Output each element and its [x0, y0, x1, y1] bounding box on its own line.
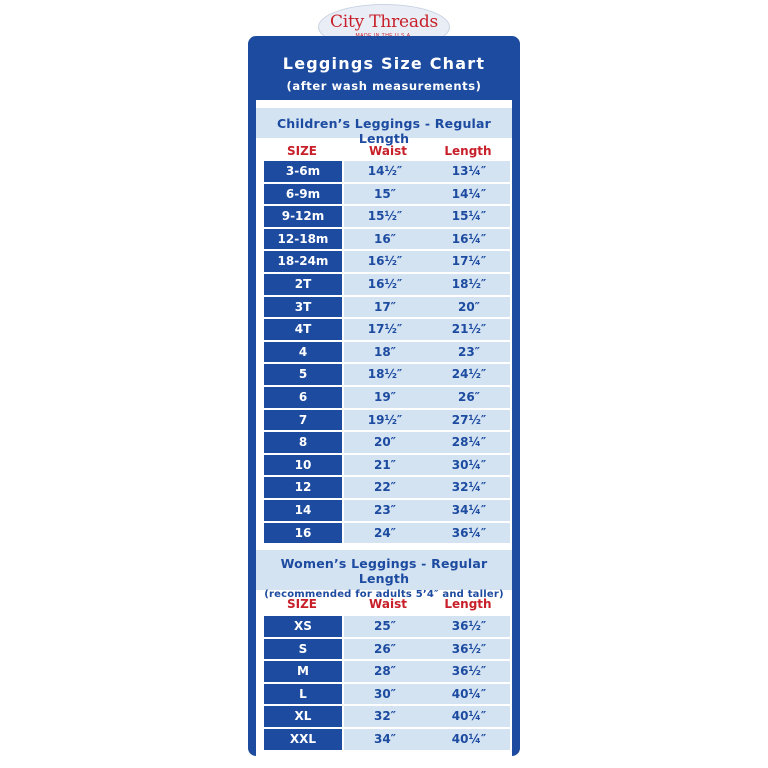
waist-cell: 16″	[373, 231, 397, 246]
measurement-cells	[344, 455, 510, 476]
table-row	[256, 386, 512, 409]
waist-cell: 16½″	[367, 254, 403, 269]
chart-header	[248, 36, 520, 100]
measurement-cells	[344, 184, 510, 205]
women-size-table	[256, 615, 512, 751]
waist-cell: 18½″	[367, 367, 403, 382]
table-row	[256, 250, 512, 273]
table-row	[256, 728, 512, 751]
waist-cell: 25″	[373, 619, 397, 633]
measurement-cells	[344, 706, 510, 727]
size-cell: 6-9m	[264, 184, 342, 205]
table-row	[256, 638, 512, 661]
measurement-cells	[344, 729, 510, 750]
size-cell: 3-6m	[264, 161, 342, 182]
women-col-waist: Waist	[369, 597, 407, 611]
table-row	[256, 615, 512, 638]
waist-cell: 34″	[373, 731, 397, 746]
length-cell: 15¼″	[451, 209, 487, 224]
waist-cell: 30″	[373, 686, 397, 701]
size-cell: 10	[264, 455, 342, 476]
table-row	[256, 454, 512, 477]
length-cell: 30¼″	[451, 457, 487, 472]
measurement-cells	[344, 387, 510, 408]
table-row	[256, 705, 512, 728]
women-heading-text: Women’s Leggings - Regular Length	[280, 556, 488, 586]
table-row	[256, 409, 512, 432]
length-cell: 32¼″	[451, 480, 487, 495]
measurement-cells	[344, 639, 510, 660]
table-row	[256, 183, 512, 206]
table-row	[256, 205, 512, 228]
measurement-cells	[344, 477, 510, 498]
size-cell: XS	[264, 616, 342, 637]
waist-cell: 26″	[373, 641, 397, 656]
chart-subtitle: (after wash measurements)	[286, 79, 482, 93]
length-cell: 40¼″	[451, 731, 487, 746]
waist-cell: 17″	[373, 299, 397, 314]
size-cell: 14	[264, 500, 342, 521]
length-cell: 36½″	[451, 619, 487, 633]
measurement-cells	[344, 297, 510, 318]
length-cell: 23″	[457, 344, 481, 359]
size-cell: XXL	[264, 729, 342, 750]
size-cell: S	[264, 639, 342, 660]
children-col-waist: Waist	[369, 144, 407, 158]
length-cell: 18½″	[451, 276, 487, 291]
size-cell: 18-24m	[264, 251, 342, 272]
size-cell: 5	[264, 364, 342, 385]
women-col-length: Length	[444, 597, 492, 611]
waist-cell: 23″	[373, 502, 397, 517]
length-cell: 36¼″	[451, 525, 487, 540]
waist-cell: 15″	[373, 186, 397, 201]
size-chart-card	[248, 36, 520, 756]
table-row	[256, 341, 512, 364]
size-cell: 4	[264, 342, 342, 363]
waist-cell: 28″	[373, 664, 397, 679]
measurement-cells	[344, 364, 510, 385]
measurement-cells	[344, 410, 510, 431]
size-cell: 6	[264, 387, 342, 408]
length-cell: 26″	[457, 389, 481, 404]
measurement-cells	[344, 229, 510, 250]
measurement-cells	[344, 432, 510, 453]
length-cell: 21½″	[451, 322, 487, 337]
size-cell: XL	[264, 706, 342, 727]
size-cell: 16	[264, 523, 342, 544]
length-cell: 20″	[457, 299, 481, 314]
measurement-cells	[344, 274, 510, 295]
children-heading-text: Children’s Leggings - Regular Length	[276, 116, 492, 146]
logo-name: City Threads	[329, 12, 439, 32]
women-section-heading	[256, 550, 512, 600]
size-cell: L	[264, 684, 342, 705]
size-cell: M	[264, 661, 342, 682]
waist-cell: 24″	[373, 525, 397, 540]
measurement-cells	[344, 684, 510, 705]
children-col-length: Length	[444, 144, 492, 158]
size-cell: 12	[264, 477, 342, 498]
length-cell: 40¼″	[451, 686, 487, 701]
waist-cell: 18″	[373, 344, 397, 359]
size-cell: 8	[264, 432, 342, 453]
waist-cell: 22″	[373, 480, 397, 495]
measurement-cells	[344, 319, 510, 340]
table-row	[256, 296, 512, 319]
chart-title: Leggings Size Chart	[282, 54, 486, 73]
measurement-cells	[344, 161, 510, 182]
table-row	[256, 476, 512, 499]
measurement-cells	[344, 251, 510, 272]
waist-cell: 15½″	[367, 209, 403, 224]
table-row	[256, 522, 512, 545]
table-row	[256, 273, 512, 296]
children-col-size: SIZE	[286, 144, 317, 158]
waist-cell: 19″	[373, 389, 397, 404]
waist-cell: 16½″	[367, 276, 403, 291]
chart-body	[256, 100, 512, 756]
waist-cell: 19½″	[367, 412, 403, 427]
children-size-table	[256, 160, 512, 544]
size-cell: 9-12m	[264, 206, 342, 227]
children-section-heading	[256, 108, 512, 146]
length-cell: 27½″	[451, 412, 487, 427]
size-cell: 7	[264, 410, 342, 431]
waist-cell: 21″	[373, 457, 397, 472]
length-cell: 24½″	[451, 367, 487, 382]
women-col-size: SIZE	[286, 597, 317, 611]
table-row	[256, 363, 512, 386]
table-row	[256, 683, 512, 706]
length-cell: 16¼″	[451, 231, 487, 246]
measurement-cells	[344, 523, 510, 544]
measurement-cells	[344, 616, 510, 637]
children-column-headers	[256, 140, 512, 162]
table-row	[256, 228, 512, 251]
length-cell: 36½″	[451, 664, 487, 679]
size-cell: 4T	[264, 319, 342, 340]
table-row	[256, 318, 512, 341]
size-cell: 2T	[264, 274, 342, 295]
measurement-cells	[344, 500, 510, 521]
length-cell: 34¼″	[451, 502, 487, 517]
measurement-cells	[344, 206, 510, 227]
waist-cell: 32″	[373, 709, 397, 724]
length-cell: 36½″	[451, 641, 487, 656]
waist-cell: 17½″	[367, 322, 403, 337]
women-heading-note: (recommended for adults 5’4″ and taller)	[264, 589, 504, 600]
measurement-cells	[344, 661, 510, 682]
women-column-headers	[256, 593, 512, 615]
length-cell: 28¼″	[451, 435, 487, 450]
waist-cell: 14½″	[367, 164, 403, 178]
table-row	[256, 499, 512, 522]
size-cell: 3T	[264, 297, 342, 318]
length-cell: 40¼″	[451, 709, 487, 724]
table-row	[256, 660, 512, 683]
length-cell: 14¼″	[451, 186, 487, 201]
waist-cell: 20″	[373, 435, 397, 450]
measurement-cells	[344, 342, 510, 363]
length-cell: 13¼″	[451, 164, 487, 178]
table-row	[256, 431, 512, 454]
table-row	[256, 160, 512, 183]
size-cell: 12-18m	[264, 229, 342, 250]
length-cell: 17¼″	[451, 254, 487, 269]
